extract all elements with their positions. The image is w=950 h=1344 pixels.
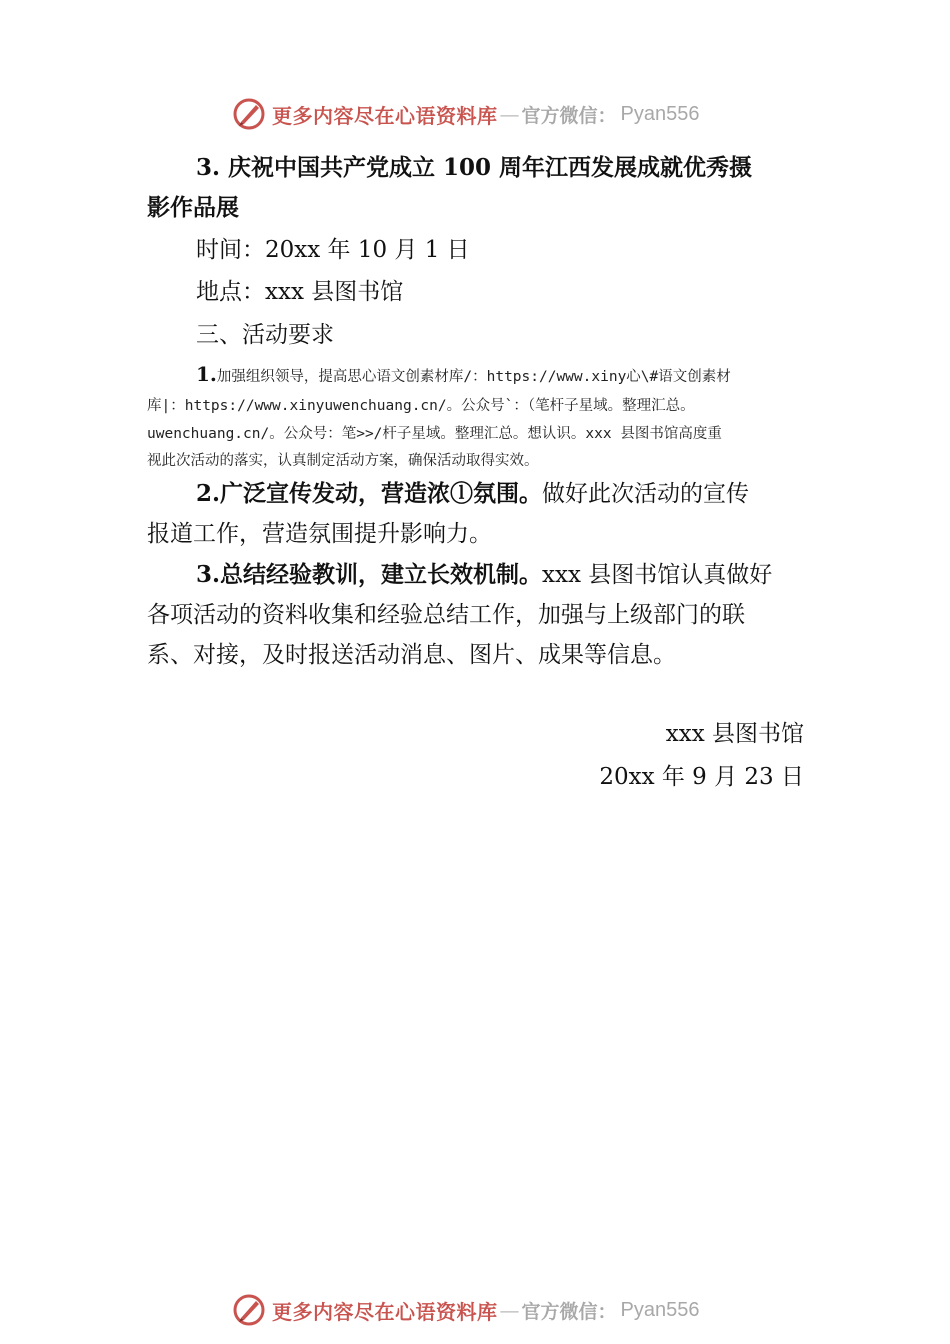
req1-line3: uwenchuang.cn/。公众号：笔>>/杆子星域。整理汇总。想认识。xxx 县图书馆高度重 [147, 426, 722, 442]
item3-title-line2: 影作品展 [147, 194, 239, 221]
signature-org: xxx 县图书馆 [665, 721, 804, 747]
signature-date: 20xx 年 9 月 23 日 [599, 764, 804, 790]
time-line: 时间：20xx 年 10 月 1 日 [196, 237, 470, 263]
quill-pen-logo-icon [232, 1293, 266, 1327]
place-line: 地点：xxx 县图书馆 [196, 279, 404, 305]
req1-line2: 库|：https://www.xinyuwenchuang.cn/。公众号`：（笔杆子星域。整理汇总。 [147, 398, 695, 414]
req3-line1 [196, 560, 772, 590]
req1-text-line1: 加强组织领导，提高思心语文创素材库/：https://www.xiny心\#语文创素材 [216, 369, 731, 385]
req3-line2: 各项活动的资料收集和经验总结工作，加强与上级部门的联 [147, 602, 745, 628]
section-heading: 三、活动要求 [196, 322, 334, 348]
req1-line1 [196, 364, 731, 387]
banner-main-text: 更多内容尽在心语资料库 [272, 1299, 498, 1324]
header-banner [232, 96, 699, 132]
req3-rest: xxx 县图书馆认真做好 [542, 562, 773, 588]
req1-number: 1. [196, 362, 217, 386]
req1-line4: 视此次活动的落实，认真制定活动方案，确保活动取得实效。 [147, 453, 539, 469]
banner-label: 官方微信： [521, 104, 617, 127]
req3-bold-heading: 3.总结经验教训，建立长效机制。 [196, 561, 543, 588]
req2-rest: 做好此次活动的宣传 [542, 481, 750, 507]
footer-banner [232, 1292, 699, 1328]
banner-dash: — [499, 1298, 520, 1322]
quill-pen-logo-icon [232, 97, 266, 131]
banner-main-text: 更多内容尽在心语资料库 [272, 103, 498, 128]
req3-line3: 系、对接，及时报送活动消息、图片、成果等信息。 [147, 642, 676, 668]
item3-title-line1: 3. 庆祝中国共产党成立 100 周年江西发展成就优秀摄 [196, 154, 753, 181]
req2-bold-heading: 2.广泛宣传发动，营造浓ⓛ氛围。 [196, 480, 543, 507]
banner-handle: Pyan556 [620, 102, 700, 125]
banner-dash: — [499, 102, 520, 126]
banner-label: 官方微信： [521, 1300, 617, 1323]
req2-line1 [196, 479, 749, 509]
req2-line2: 报道工作，营造氛围提升影响力。 [147, 521, 492, 547]
banner-handle: Pyan556 [620, 1298, 700, 1321]
